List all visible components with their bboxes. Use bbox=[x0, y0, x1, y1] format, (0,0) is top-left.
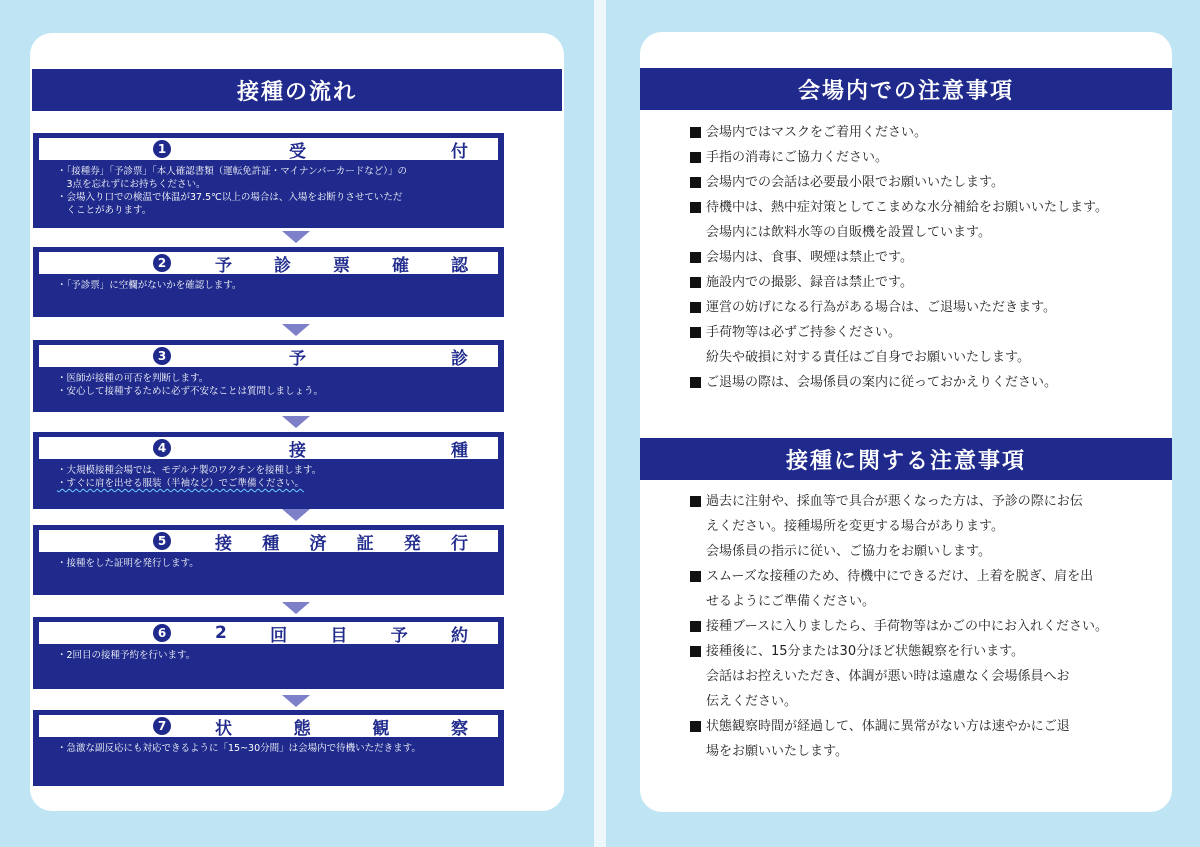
flow-step-7 bbox=[33, 710, 504, 786]
step-number-badge: 1 bbox=[153, 140, 171, 158]
page-divider bbox=[594, 0, 606, 847]
note-item-continuation: 場をお願いいたします。 bbox=[706, 744, 848, 759]
step-name bbox=[179, 530, 488, 552]
step-name-char: 目 bbox=[330, 625, 348, 646]
step-description bbox=[39, 367, 498, 398]
step-name-char: 認 bbox=[451, 255, 468, 276]
step-description bbox=[39, 160, 498, 217]
note-item: スムーズな接種のため、待機中にできるだけ、上着を脱ぎ、肩を出 bbox=[690, 564, 1130, 589]
step-name bbox=[179, 437, 488, 459]
step-title-bar bbox=[39, 530, 498, 552]
note-item-continuation: せるようにご準備ください。 bbox=[706, 594, 876, 609]
venue-notes-banner bbox=[640, 68, 1172, 110]
step-name-char: 接 bbox=[215, 533, 232, 554]
step-description bbox=[39, 552, 498, 570]
note-item-continuation: 会場内には飲料水等の自販機を設置しています。 bbox=[706, 225, 991, 240]
vaccination-notes-list bbox=[690, 489, 1130, 764]
step-description-line: ・大規模接種会場では、モデルナ製のワクチンを接種します。 bbox=[57, 465, 322, 476]
step-name-char: 済 bbox=[309, 533, 327, 554]
step-name-char: 受 bbox=[289, 141, 306, 162]
note-item: 状態観察時間が経過して、体調に異常がない方は速やかにご退 bbox=[690, 714, 1130, 739]
step-description-line: ・「接種券」「予診票」「本人確認書類（運転免許証・マイナンバーカードなど）」の 3点を忘れずにお持ちください。 bbox=[57, 166, 407, 190]
step-description bbox=[39, 737, 498, 755]
step-name-char: 状 bbox=[215, 718, 232, 739]
flow-arrow-down-icon bbox=[282, 602, 310, 614]
flow-step-3 bbox=[33, 340, 504, 412]
step-name-char: 2 bbox=[215, 623, 227, 643]
note-item-continuation: 会場係員の指示に従い、ご協力をお願いします。 bbox=[706, 544, 991, 559]
step-number-badge: 2 bbox=[153, 254, 171, 272]
note-item: 会場内は、食事、喫煙は禁止です。 bbox=[690, 245, 1130, 270]
note-item-continuation: 紛失や破損に対する責任はご自身でお願いいたします。 bbox=[706, 350, 1030, 365]
step-title-bar bbox=[39, 138, 498, 160]
step-description-line: ・接種をした証明を発行します。 bbox=[57, 558, 199, 569]
flow-arrow-down-icon bbox=[282, 231, 310, 243]
step-description-line: ・医師が接種の可否を判断します。 bbox=[57, 373, 209, 384]
venue-notes-list bbox=[690, 120, 1130, 395]
step-name-char: 予 bbox=[390, 625, 408, 646]
step-title-bar bbox=[39, 252, 498, 274]
flow-arrow-down-icon bbox=[282, 416, 310, 428]
step-name-char: 確 bbox=[392, 255, 409, 276]
flow-step-2 bbox=[33, 247, 504, 317]
note-item: 手荷物等は必ずご持参ください。 bbox=[690, 320, 1130, 345]
step-title-bar bbox=[39, 622, 498, 644]
notes-card bbox=[640, 32, 1172, 812]
step-description-line: ・すぐに肩を出せる服装（半袖など）でご準備ください。 bbox=[57, 478, 305, 489]
flow-title-banner bbox=[32, 69, 562, 111]
step-title-bar bbox=[39, 715, 498, 737]
step-name bbox=[179, 715, 488, 737]
note-item: 接種後に、15分または30分ほど状態観察を行います。 bbox=[690, 639, 1130, 664]
step-name-char: 態 bbox=[293, 718, 311, 739]
note-item: 待機中は、熱中症対策としてこまめな水分補給をお願いいたします。 bbox=[690, 195, 1130, 220]
step-description-line: ・安心して接種するために必ず不安なことは質問しましょう。 bbox=[57, 386, 324, 397]
step-name-char: 発 bbox=[403, 533, 421, 554]
step-name-char: 診 bbox=[274, 255, 291, 276]
flow-arrow-down-icon bbox=[282, 509, 310, 521]
step-name-char: 証 bbox=[356, 533, 374, 554]
step-name-char: 接 bbox=[289, 440, 306, 461]
flow-title: 接種の流れ bbox=[236, 79, 357, 105]
step-name-char: 予 bbox=[289, 348, 306, 369]
step-number-badge: 6 bbox=[153, 624, 171, 642]
note-item: 過去に注射や、採血等で具合が悪くなった方は、予診の際にお伝 bbox=[690, 489, 1130, 514]
step-description bbox=[39, 274, 498, 292]
note-item: 接種ブースに入りましたら、手荷物等はかごの中にお入れください。 bbox=[690, 614, 1130, 639]
step-number-badge: 3 bbox=[153, 347, 171, 365]
step-number-badge: 7 bbox=[153, 717, 171, 735]
step-name-char: 察 bbox=[450, 718, 468, 739]
flow-arrow-down-icon bbox=[282, 695, 310, 707]
flow-step-6 bbox=[33, 617, 504, 689]
note-item: 会場内ではマスクをご着用ください。 bbox=[690, 120, 1130, 145]
step-title-bar bbox=[39, 437, 498, 459]
step-name-char: 回 bbox=[270, 625, 288, 646]
step-name-char: 観 bbox=[372, 718, 390, 739]
step-description-line: ・2回目の接種予約を行います。 bbox=[57, 650, 196, 661]
step-number-badge: 5 bbox=[153, 532, 171, 550]
step-name-char: 種 bbox=[262, 533, 280, 554]
note-item: 手指の消毒にご協力ください。 bbox=[690, 145, 1130, 170]
note-item-continuation: 会話はお控えいただき、体調が悪い時は遠慮なく会場係員へお bbox=[706, 669, 1070, 684]
step-name-char: 付 bbox=[451, 141, 468, 162]
step-name-char: 票 bbox=[333, 255, 350, 276]
step-name-char: 診 bbox=[451, 348, 468, 369]
step-number-badge: 4 bbox=[153, 439, 171, 457]
flow-step-4 bbox=[33, 432, 504, 509]
step-description-line: ・「予診票」に空欄がないかを確認します。 bbox=[57, 280, 242, 291]
vaccination-notes-title: 接種に関する注意事項 bbox=[785, 448, 1026, 474]
vaccination-notes-banner bbox=[640, 438, 1172, 480]
step-title-bar bbox=[39, 345, 498, 367]
step-description-line: ・会場入り口での検温で体温が37.5℃以上の場合は、入場をお断りさせていただ くことがあります。 bbox=[57, 192, 403, 216]
step-description-line: ・急激な副反応にも対応できるように「15~30分間」は会場内で待機いただきます。 bbox=[57, 743, 421, 754]
step-name bbox=[179, 252, 488, 274]
flow-step-1 bbox=[33, 133, 504, 228]
note-item-continuation: えください。接種場所を変更する場合があります。 bbox=[706, 519, 1004, 534]
step-description bbox=[39, 459, 498, 490]
step-name bbox=[179, 138, 488, 160]
flow-arrow-down-icon bbox=[282, 324, 310, 336]
step-name-char: 行 bbox=[450, 533, 468, 554]
note-item: 会場内での会話は必要最小限でお願いいたします。 bbox=[690, 170, 1130, 195]
note-item-continuation: 伝えください。 bbox=[706, 694, 798, 709]
venue-notes-title: 会場内での注意事項 bbox=[797, 78, 1014, 104]
step-name-char: 予 bbox=[215, 255, 232, 276]
step-name-char: 約 bbox=[450, 625, 468, 646]
note-item: ご退場の際は、会場係員の案内に従っておかえりください。 bbox=[690, 370, 1130, 395]
flow-step-5 bbox=[33, 525, 504, 595]
step-description bbox=[39, 644, 498, 662]
step-name bbox=[179, 622, 488, 644]
note-item: 運営の妨げになる行為がある場合は、ご退場いただきます。 bbox=[690, 295, 1130, 320]
step-name bbox=[179, 345, 488, 367]
note-item: 施設内での撮影、録音は禁止です。 bbox=[690, 270, 1130, 295]
step-name-char: 種 bbox=[451, 440, 468, 461]
